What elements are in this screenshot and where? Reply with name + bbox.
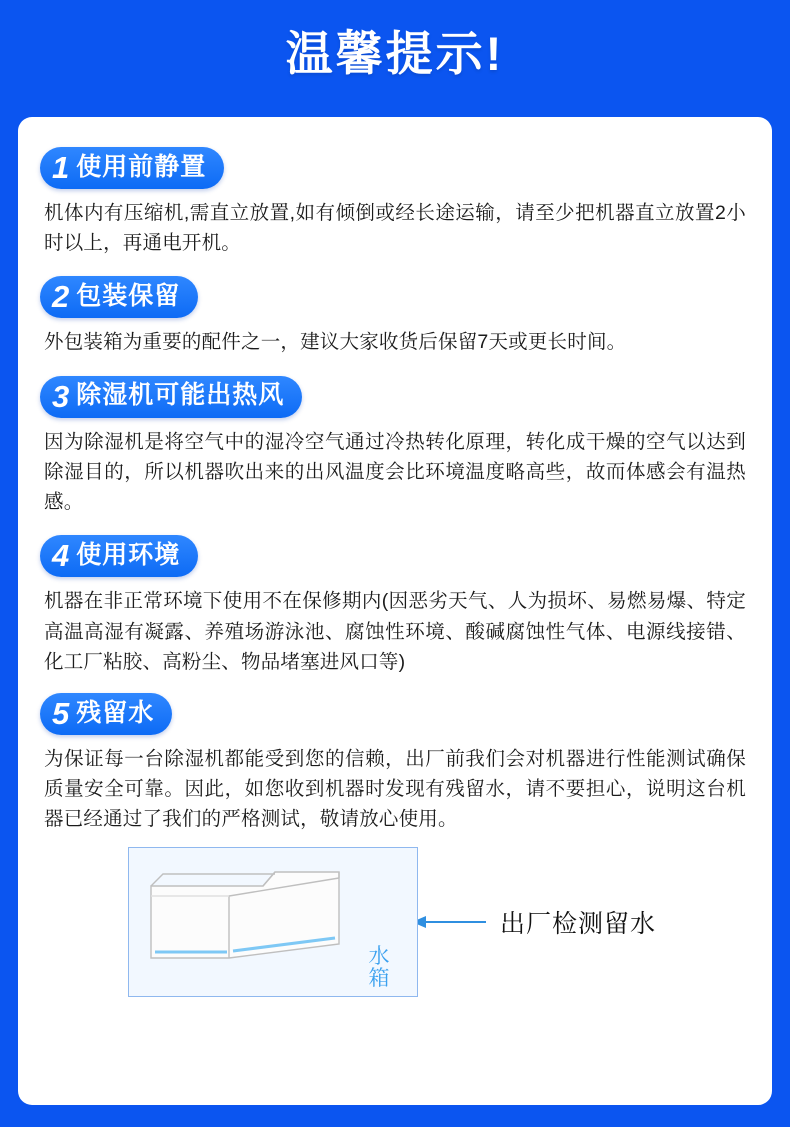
- water-tank-drawing: [143, 858, 353, 978]
- section-4-badge: [40, 535, 198, 577]
- section-2: [40, 276, 750, 357]
- section-2-text: 外包装箱为重要的配件之一，建议大家收货后保留7天或更长时间。: [44, 331, 627, 354]
- section-1: [40, 147, 750, 258]
- tank-label: 水箱: [368, 944, 390, 990]
- section-5-number: 5: [52, 695, 70, 731]
- section-2-number: 2: [52, 279, 70, 315]
- section-1-badge: [40, 147, 224, 189]
- section-3-badge: [40, 376, 302, 418]
- section-4-heading: 使用环境: [76, 541, 181, 570]
- section-3-heading: 除湿机可能出热风: [76, 381, 285, 410]
- callout-arrow-wrap: [410, 904, 656, 940]
- figure-row: [40, 847, 750, 997]
- section-5-heading: 残留水: [76, 698, 155, 727]
- water-tank-illustration: [128, 847, 418, 997]
- section-4-text: 机器在非正常环境下使用不在保修期内(因恶劣天气、人为损坏、易燃易爆、特定高温高湿有凝露、养殖场游泳池、腐蚀性环境、酸碱腐蚀性气体、电源线接错、化工厂粘胶、高粉尘、物品堵塞进风口等): [44, 590, 746, 673]
- section-3-number: 3: [52, 378, 70, 414]
- section-2-heading: 包装保留: [76, 282, 181, 311]
- section-3: [40, 376, 750, 518]
- section-5: [40, 693, 750, 835]
- section-5-text: 为保证每一台除湿机都能受到您的信赖，出厂前我们会对机器进行性能测试确保质量安全可靠。因此，如您收到机器时发现有残留水，请不要担心，说明这台机器已经通过了我们的严格测试，敬请放心使用。: [44, 747, 746, 831]
- section-5-badge: [40, 693, 172, 735]
- section-3-text: 因为除湿机是将空气中的湿冷空气通过冷热转化原理，转化成干燥的空气以达到除湿目的，所以机器吹出来的出风温度会比环境温度略高些，故而体感会有温热感。: [44, 430, 746, 514]
- arrow-left-icon: [410, 912, 488, 932]
- page-title: 温馨提示!: [285, 27, 505, 80]
- section-1-text: 机体内有压缩机,需直立放置,如有倾倒或经长途运输，请至少把机器直立放置2小时以上，再通电开机。: [44, 202, 746, 255]
- section-2-badge: [40, 276, 198, 318]
- section-1-heading: 使用前静置: [76, 152, 207, 181]
- content-card: [18, 117, 772, 1105]
- section-1-number: 1: [52, 150, 70, 185]
- section-4-number: 4: [52, 538, 70, 574]
- section-4: [40, 535, 750, 677]
- callout-text: 出厂检测留水: [500, 909, 657, 938]
